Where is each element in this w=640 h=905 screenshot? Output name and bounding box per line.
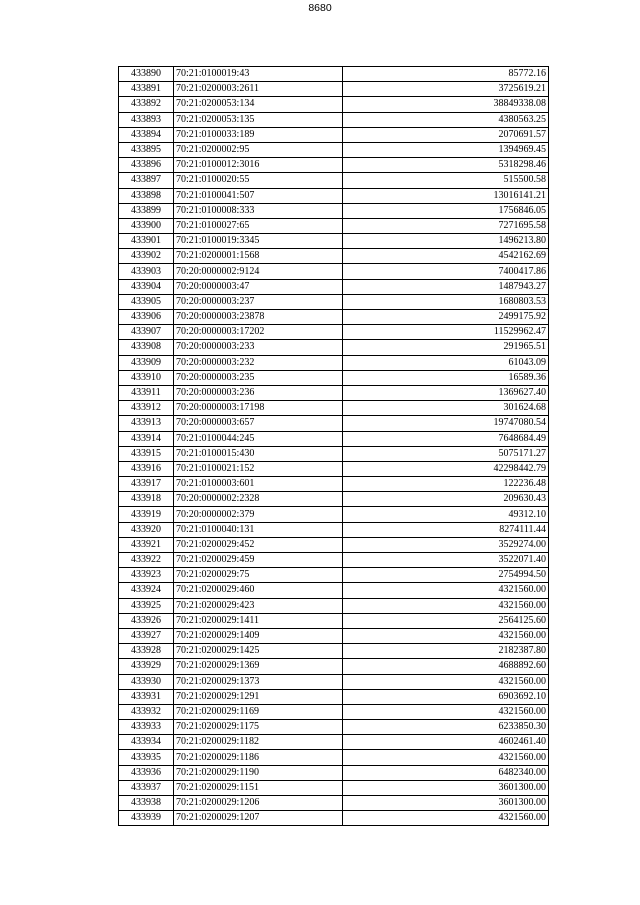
- row-number-cell: 433897: [119, 173, 174, 188]
- cadastral-value-cell: 6903692.10: [343, 689, 549, 704]
- cadastral-number-cell: 70:21:0200029:1291: [174, 689, 343, 704]
- row-number-cell: 433895: [119, 142, 174, 157]
- row-number-cell: 433932: [119, 704, 174, 719]
- table-row: [119, 765, 549, 780]
- row-number-cell: 433916: [119, 461, 174, 476]
- cadastral-value-cell: 42298442.79: [343, 461, 549, 476]
- table-row: [119, 82, 549, 97]
- table-body: [119, 67, 549, 826]
- cadastral-value-cell: 209630.43: [343, 492, 549, 507]
- cadastral-number-cell: 70:21:0200029:1369: [174, 659, 343, 674]
- row-number-cell: 433939: [119, 811, 174, 826]
- cadastral-number-cell: 70:21:0200053:135: [174, 112, 343, 127]
- row-number-cell: 433928: [119, 644, 174, 659]
- cadastral-value-table: [118, 66, 549, 826]
- table-row: [119, 249, 549, 264]
- cadastral-number-cell: 70:21:0200029:1409: [174, 628, 343, 643]
- row-number-cell: 433919: [119, 507, 174, 522]
- table-row: [119, 112, 549, 127]
- table-row: [119, 811, 549, 826]
- table-row: [119, 158, 549, 173]
- table-row: [119, 598, 549, 613]
- row-number-cell: 433934: [119, 735, 174, 750]
- cadastral-value-cell: 7271695.58: [343, 218, 549, 233]
- cadastral-value-cell: 19747080.54: [343, 416, 549, 431]
- cadastral-number-cell: 70:21:0200029:1207: [174, 811, 343, 826]
- cadastral-value-cell: 4321560.00: [343, 674, 549, 689]
- cadastral-number-cell: 70:21:0200029:1425: [174, 644, 343, 659]
- table-row: [119, 340, 549, 355]
- row-number-cell: 433894: [119, 127, 174, 142]
- cadastral-value-cell: 1496213.80: [343, 234, 549, 249]
- table-row: [119, 416, 549, 431]
- cadastral-value-cell: 13016141.21: [343, 188, 549, 203]
- cadastral-number-cell: 70:21:0200029:460: [174, 583, 343, 598]
- table-row: [119, 97, 549, 112]
- row-number-cell: 433922: [119, 553, 174, 568]
- cadastral-number-cell: 70:21:0200002:95: [174, 142, 343, 157]
- cadastral-value-cell: 5318298.46: [343, 158, 549, 173]
- cadastral-value-cell: 4602461.40: [343, 735, 549, 750]
- cadastral-value-cell: 4380563.25: [343, 112, 549, 127]
- row-number-cell: 433906: [119, 310, 174, 325]
- row-number-cell: 433912: [119, 401, 174, 416]
- row-number-cell: 433909: [119, 355, 174, 370]
- cadastral-value-cell: 11529962.47: [343, 325, 549, 340]
- cadastral-number-cell: 70:21:0200029:1373: [174, 674, 343, 689]
- table-row: [119, 127, 549, 142]
- cadastral-number-cell: 70:21:0100020:55: [174, 173, 343, 188]
- cadastral-value-cell: 4321560.00: [343, 628, 549, 643]
- table-row: [119, 507, 549, 522]
- table-row: [119, 461, 549, 476]
- table-row: [119, 188, 549, 203]
- table-row: [119, 674, 549, 689]
- row-number-cell: 433914: [119, 431, 174, 446]
- cadastral-value-cell: 2754994.50: [343, 568, 549, 583]
- row-number-cell: 433933: [119, 720, 174, 735]
- cadastral-value-cell: 2070691.57: [343, 127, 549, 142]
- cadastral-value-cell: 5075171.27: [343, 446, 549, 461]
- table-row: [119, 325, 549, 340]
- row-number-cell: 433920: [119, 522, 174, 537]
- cadastral-value-cell: 7400417.86: [343, 264, 549, 279]
- row-number-cell: 433938: [119, 796, 174, 811]
- row-number-cell: 433911: [119, 385, 174, 400]
- row-number-cell: 433908: [119, 340, 174, 355]
- row-number-cell: 433905: [119, 294, 174, 309]
- cadastral-value-cell: 3725619.21: [343, 82, 549, 97]
- table-row: [119, 218, 549, 233]
- table-row: [119, 689, 549, 704]
- cadastral-number-cell: 70:21:0200003:2611: [174, 82, 343, 97]
- cadastral-value-cell: 4321560.00: [343, 704, 549, 719]
- table-row: [119, 477, 549, 492]
- cadastral-value-cell: 61043.09: [343, 355, 549, 370]
- cadastral-number-cell: 70:20:0000003:23878: [174, 310, 343, 325]
- cadastral-value-cell: 4321560.00: [343, 811, 549, 826]
- cadastral-value-cell: 4688892.60: [343, 659, 549, 674]
- cadastral-value-cell: 6233850.30: [343, 720, 549, 735]
- cadastral-number-cell: 70:21:0100044:245: [174, 431, 343, 446]
- cadastral-value-cell: 6482340.00: [343, 765, 549, 780]
- row-number-cell: 433898: [119, 188, 174, 203]
- row-number-cell: 433929: [119, 659, 174, 674]
- row-number-cell: 433926: [119, 613, 174, 628]
- row-number-cell: 433924: [119, 583, 174, 598]
- cadastral-value-cell: 301624.68: [343, 401, 549, 416]
- table-row: [119, 780, 549, 795]
- cadastral-number-cell: 70:21:0200029:452: [174, 537, 343, 552]
- cadastral-number-cell: 70:21:0200029:1411: [174, 613, 343, 628]
- cadastral-value-cell: 291965.51: [343, 340, 549, 355]
- table-row: [119, 370, 549, 385]
- cadastral-number-cell: 70:20:0000002:379: [174, 507, 343, 522]
- table-row: [119, 553, 549, 568]
- cadastral-number-cell: 70:21:0200029:1186: [174, 750, 343, 765]
- row-number-cell: 433921: [119, 537, 174, 552]
- row-number-cell: 433891: [119, 82, 174, 97]
- table-row: [119, 750, 549, 765]
- row-number-cell: 433918: [119, 492, 174, 507]
- page-number: 8680: [308, 2, 332, 14]
- table-row: [119, 446, 549, 461]
- cadastral-number-cell: 70:21:0100027:65: [174, 218, 343, 233]
- cadastral-number-cell: 70:20:0000003:17198: [174, 401, 343, 416]
- table-row: [119, 628, 549, 643]
- row-number-cell: 433890: [119, 67, 174, 82]
- table-row: [119, 796, 549, 811]
- cadastral-number-cell: 70:21:0200001:1568: [174, 249, 343, 264]
- row-number-cell: 433899: [119, 203, 174, 218]
- cadastral-value-cell: 1756846.05: [343, 203, 549, 218]
- table-row: [119, 310, 549, 325]
- row-number-cell: 433931: [119, 689, 174, 704]
- row-number-cell: 433904: [119, 279, 174, 294]
- table-row: [119, 568, 549, 583]
- table-row: [119, 644, 549, 659]
- cadastral-number-cell: 70:21:0200029:1206: [174, 796, 343, 811]
- table-row: [119, 234, 549, 249]
- cadastral-value-cell: 515500.58: [343, 173, 549, 188]
- cadastral-value-cell: 49312.10: [343, 507, 549, 522]
- cadastral-number-cell: 70:21:0100019:3345: [174, 234, 343, 249]
- row-number-cell: 433910: [119, 370, 174, 385]
- row-number-cell: 433892: [119, 97, 174, 112]
- table-row: [119, 401, 549, 416]
- cadastral-number-cell: 70:20:0000003:232: [174, 355, 343, 370]
- row-number-cell: 433923: [119, 568, 174, 583]
- row-number-cell: 433907: [119, 325, 174, 340]
- cadastral-number-cell: 70:20:0000002:9124: [174, 264, 343, 279]
- cadastral-number-cell: 70:21:0100040:131: [174, 522, 343, 537]
- cadastral-number-cell: 70:20:0000002:2328: [174, 492, 343, 507]
- table-row: [119, 173, 549, 188]
- row-number-cell: 433902: [119, 249, 174, 264]
- cadastral-number-cell: 70:20:0000003:236: [174, 385, 343, 400]
- cadastral-number-cell: 70:21:0200029:1182: [174, 735, 343, 750]
- cadastral-value-cell: 8274111.44: [343, 522, 549, 537]
- row-number-cell: 433925: [119, 598, 174, 613]
- table-row: [119, 583, 549, 598]
- row-number-cell: 433937: [119, 780, 174, 795]
- cadastral-value-cell: 4321560.00: [343, 583, 549, 598]
- cadastral-value-cell: 2499175.92: [343, 310, 549, 325]
- row-number-cell: 433900: [119, 218, 174, 233]
- cadastral-value-cell: 16589.36: [343, 370, 549, 385]
- row-number-cell: 433930: [119, 674, 174, 689]
- row-number-cell: 433896: [119, 158, 174, 173]
- row-number-cell: 433935: [119, 750, 174, 765]
- cadastral-value-cell: 1369627.40: [343, 385, 549, 400]
- cadastral-number-cell: 70:21:0100041:507: [174, 188, 343, 203]
- cadastral-number-cell: 70:21:0200053:134: [174, 97, 343, 112]
- cadastral-number-cell: 70:20:0000003:237: [174, 294, 343, 309]
- row-number-cell: 433917: [119, 477, 174, 492]
- row-number-cell: 433893: [119, 112, 174, 127]
- table-row: [119, 492, 549, 507]
- table-row: [119, 385, 549, 400]
- table-row: [119, 355, 549, 370]
- cadastral-number-cell: 70:21:0100008:333: [174, 203, 343, 218]
- cadastral-number-cell: 70:21:0200029:423: [174, 598, 343, 613]
- table-row: [119, 294, 549, 309]
- cadastral-value-cell: 2182387.80: [343, 644, 549, 659]
- table-row: [119, 720, 549, 735]
- cadastral-value-cell: 2564125.60: [343, 613, 549, 628]
- table-row: [119, 431, 549, 446]
- cadastral-number-cell: 70:21:0100003:601: [174, 477, 343, 492]
- cadastral-value-cell: 7648684.49: [343, 431, 549, 446]
- cadastral-number-cell: 70:20:0000003:17202: [174, 325, 343, 340]
- cadastral-number-cell: 70:21:0100019:43: [174, 67, 343, 82]
- cadastral-value-cell: 3529274.00: [343, 537, 549, 552]
- cadastral-number-cell: 70:21:0200029:1151: [174, 780, 343, 795]
- cadastral-value-cell: 4542162.69: [343, 249, 549, 264]
- cadastral-number-cell: 70:21:0200029:75: [174, 568, 343, 583]
- table-row: [119, 613, 549, 628]
- table-row: [119, 203, 549, 218]
- cadastral-value-cell: 1394969.45: [343, 142, 549, 157]
- table-row: [119, 537, 549, 552]
- cadastral-value-cell: 122236.48: [343, 477, 549, 492]
- table-row: [119, 522, 549, 537]
- cadastral-number-cell: 70:21:0100012:3016: [174, 158, 343, 173]
- cadastral-number-cell: 70:20:0000003:47: [174, 279, 343, 294]
- cadastral-number-cell: 70:21:0200029:1190: [174, 765, 343, 780]
- cadastral-value-cell: 4321560.00: [343, 598, 549, 613]
- row-number-cell: 433915: [119, 446, 174, 461]
- row-number-cell: 433903: [119, 264, 174, 279]
- table-row: [119, 704, 549, 719]
- row-number-cell: 433901: [119, 234, 174, 249]
- cadastral-value-cell: 85772.16: [343, 67, 549, 82]
- row-number-cell: 433936: [119, 765, 174, 780]
- cadastral-value-cell: 38849338.08: [343, 97, 549, 112]
- cadastral-number-cell: 70:20:0000003:235: [174, 370, 343, 385]
- table-row: [119, 67, 549, 82]
- table-row: [119, 264, 549, 279]
- cadastral-number-cell: 70:21:0200029:1175: [174, 720, 343, 735]
- cadastral-number-cell: 70:20:0000003:657: [174, 416, 343, 431]
- table-row: [119, 142, 549, 157]
- cadastral-value-cell: 1487943.27: [343, 279, 549, 294]
- cadastral-number-cell: 70:20:0000003:233: [174, 340, 343, 355]
- cadastral-number-cell: 70:21:0200029:459: [174, 553, 343, 568]
- cadastral-value-cell: 1680803.53: [343, 294, 549, 309]
- cadastral-number-cell: 70:21:0200029:1169: [174, 704, 343, 719]
- table-row: [119, 735, 549, 750]
- cadastral-number-cell: 70:21:0100033:189: [174, 127, 343, 142]
- cadastral-number-cell: 70:21:0100015:430: [174, 446, 343, 461]
- cadastral-value-cell: 4321560.00: [343, 750, 549, 765]
- cadastral-value-cell: 3601300.00: [343, 780, 549, 795]
- cadastral-number-cell: 70:21:0100021:152: [174, 461, 343, 476]
- table-row: [119, 659, 549, 674]
- row-number-cell: 433927: [119, 628, 174, 643]
- row-number-cell: 433913: [119, 416, 174, 431]
- cadastral-value-cell: 3601300.00: [343, 796, 549, 811]
- table-row: [119, 279, 549, 294]
- cadastral-value-cell: 3522071.40: [343, 553, 549, 568]
